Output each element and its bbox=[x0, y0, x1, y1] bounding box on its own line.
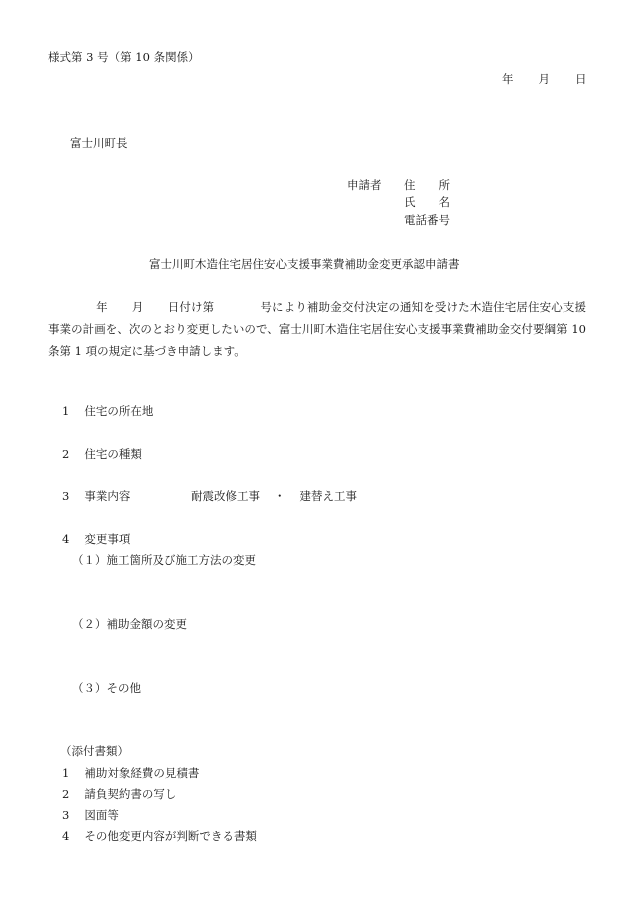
body-dated: 日付け第 bbox=[167, 300, 215, 314]
attachments-heading: （添付書類） bbox=[60, 744, 129, 758]
option-rebuild: 建替え工事 bbox=[299, 489, 357, 503]
body-year: 年 bbox=[96, 300, 108, 314]
document-title: 富士川町木造住宅居住安心支援事業費補助金変更承認申請書 bbox=[149, 257, 460, 271]
work-type-options bbox=[191, 491, 357, 503]
change-item-3: （３）その他 bbox=[72, 681, 141, 695]
item-label: その他変更内容が判断できる書類 bbox=[84, 829, 257, 843]
date-month: 月 bbox=[538, 72, 550, 86]
item-2 bbox=[62, 449, 142, 461]
item-label: 事業内容 bbox=[84, 489, 131, 503]
item-number: 3 bbox=[62, 808, 70, 822]
attachment-item bbox=[62, 831, 257, 843]
item-number: 2 bbox=[62, 787, 70, 801]
attachment-item bbox=[62, 810, 119, 822]
item-number: 2 bbox=[62, 447, 70, 461]
option-seismic-retrofit: 耐震改修工事 bbox=[191, 489, 260, 503]
attachment-item bbox=[62, 789, 176, 801]
item-label: 図面等 bbox=[84, 808, 119, 822]
date-year: 年 bbox=[502, 72, 514, 86]
body-month: 月 bbox=[131, 300, 144, 314]
item-label: 補助対象経費の見積書 bbox=[84, 766, 200, 780]
attachment-item bbox=[62, 768, 199, 780]
item-4 bbox=[62, 534, 130, 546]
applicant-label: 申請者 bbox=[347, 178, 382, 192]
item-number: 1 bbox=[62, 404, 70, 418]
applicant-name-label: 氏 名 bbox=[404, 195, 450, 209]
item-label: 請負契約書の写し bbox=[84, 787, 177, 801]
date-day: 日 bbox=[575, 72, 587, 86]
body-paragraph bbox=[48, 296, 586, 362]
item-label: 変更事項 bbox=[84, 532, 131, 546]
item-number: 3 bbox=[62, 489, 70, 503]
item-1 bbox=[62, 406, 153, 418]
item-number: 4 bbox=[62, 532, 70, 546]
item-number: 4 bbox=[62, 829, 70, 843]
form-number: 様式第 3 号（第 10 条関係） bbox=[48, 50, 200, 64]
item-3 bbox=[62, 491, 130, 503]
applicant-address-label: 住 所 bbox=[404, 178, 450, 192]
change-item-2: （２）補助金額の変更 bbox=[72, 617, 187, 631]
date-line bbox=[502, 74, 587, 86]
option-separator: ・ bbox=[274, 489, 286, 503]
change-item-1: （１）施工箇所及び施工方法の変更 bbox=[72, 553, 256, 567]
item-number: 1 bbox=[62, 766, 70, 780]
item-label: 住宅の種類 bbox=[84, 447, 142, 461]
body-rest: 号により補助金交付決定の通知を受けた木造住宅居住安心支援事業の計画を、次のとおり変更したいので、富士川町木造住宅居住安心支援事業費補助金交付要綱第 10 条第 1 項の規定に基づき申請します。 bbox=[48, 300, 587, 358]
addressee: 富士川町長 bbox=[70, 136, 128, 150]
applicant-phone-label: 電話番号 bbox=[404, 213, 450, 227]
item-label: 住宅の所在地 bbox=[84, 404, 154, 418]
